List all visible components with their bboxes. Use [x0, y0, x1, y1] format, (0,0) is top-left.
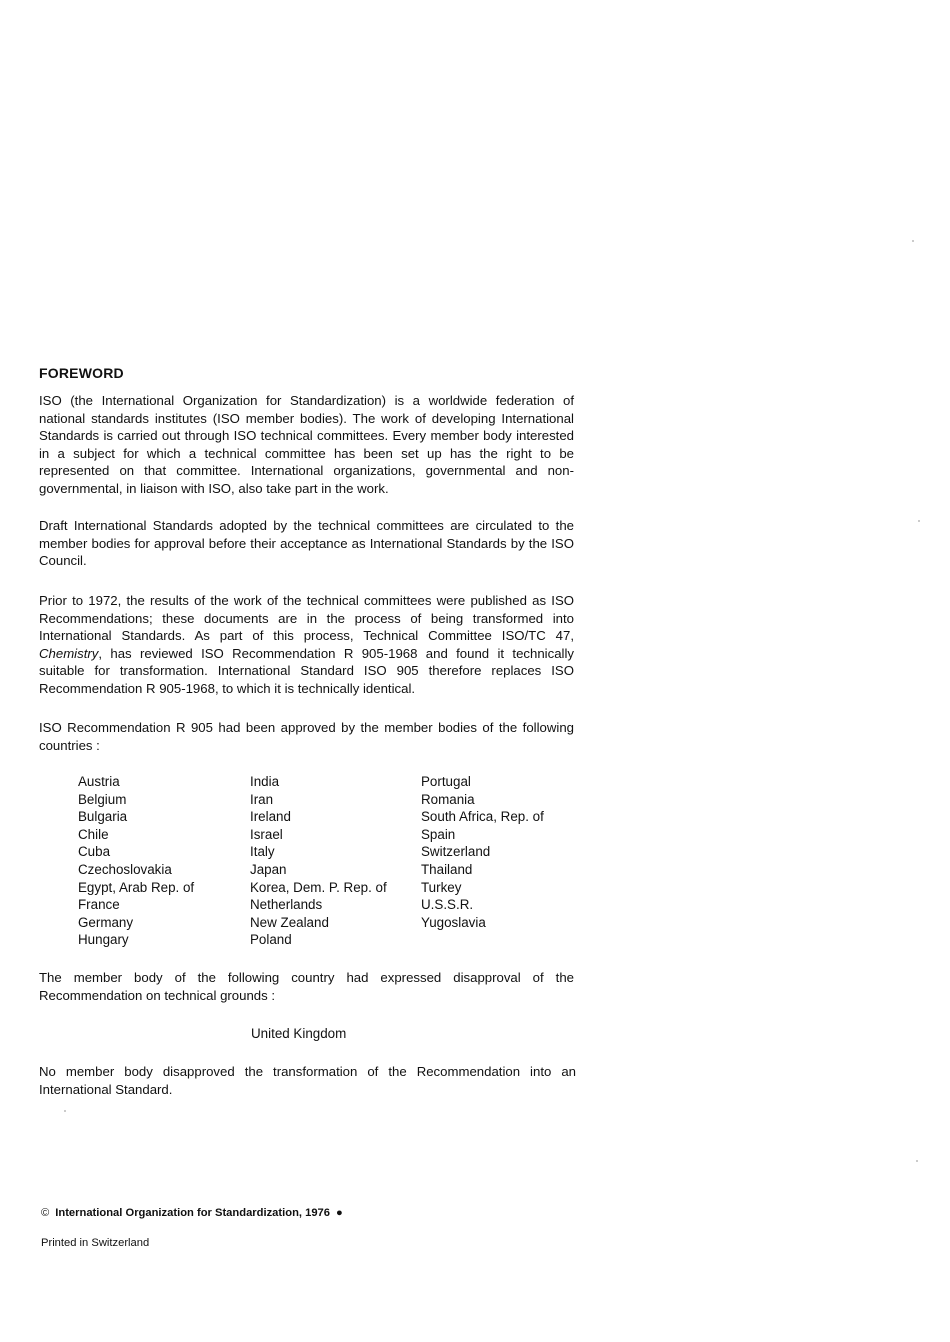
scan-speck: [912, 240, 914, 242]
paragraph-history-part2: , has reviewed ISO Recommendation R 905-1968 and found it technically suitable for transformation. International Standard ISO 905 therefore replaces ISO Recommendation R 905-1968, to which it is technically identical.: [39, 645, 574, 696]
country-item: Turkey: [421, 879, 462, 895]
foreword-heading: FOREWORD: [39, 365, 124, 381]
country-item: Ireland: [250, 809, 291, 825]
bullet-icon: ●: [336, 1207, 343, 1219]
country-item: Spain: [421, 826, 456, 842]
country-item: Chile: [78, 826, 109, 842]
country-item: Japan: [250, 861, 287, 877]
scan-speck: [64, 1110, 66, 1112]
copyright-text: International Organization for Standardization, 1976: [55, 1207, 331, 1219]
country-item: Germany: [78, 914, 134, 930]
country-item: Hungary: [78, 932, 129, 948]
country-item: Thailand: [421, 861, 473, 877]
country-item: U.S.S.R.: [421, 897, 474, 913]
country-list-column-3: [421, 773, 544, 931]
country-item: Italy: [250, 844, 275, 860]
country-item: Portugal: [421, 774, 471, 789]
country-item: Yugoslavia: [421, 914, 486, 930]
country-item: India: [250, 774, 280, 789]
copyright-line: [41, 1207, 343, 1219]
country-item: Bulgaria: [78, 809, 128, 825]
country-item: Romania: [421, 791, 475, 807]
disapproving-country: United Kingdom: [251, 1026, 347, 1041]
scan-speck: [916, 1160, 918, 1162]
paragraph-disapproval: The member body of the following country had expressed disapproval of the Recommendation on technical grounds :: [39, 970, 574, 1003]
country-item: Netherlands: [250, 897, 323, 913]
country-item: Iran: [250, 791, 274, 807]
country-item: Belgium: [78, 791, 127, 807]
paragraph-history: [39, 592, 574, 698]
paragraph-iso-intro: ISO (the International Organization for Standardization) is a worldwide federation of national standards institutes (ISO member bodies). The work of developing International Standards is carried out through ISO technical committees. Every member body interested in a subject for which a technical committee has been set up has the right to be represented on that committee. International organizations, governmental and non-governmental, in liaison with ISO, also take part in the work.: [39, 393, 574, 496]
country-item: Cuba: [78, 844, 111, 860]
country-item: France: [78, 897, 120, 913]
printed-location: Printed in Switzerland: [41, 1237, 150, 1249]
country-item: New Zealand: [250, 914, 329, 930]
copyright-icon: ©: [41, 1207, 50, 1219]
country-item: Switzerland: [421, 844, 491, 860]
country-item: Egypt, Arab Rep. of: [78, 879, 195, 895]
country-item: Czechoslovakia: [78, 861, 172, 877]
country-item: Korea, Dem. P. Rep. of: [250, 879, 387, 895]
country-list-column-1: [78, 773, 194, 949]
paragraph-draft-standards: Draft International Standards adopted by the technical committees are circulated to the member bodies for approval before their acceptance as International Standards by the ISO Council.: [39, 518, 574, 569]
country-item: Austria: [78, 774, 120, 789]
country-list-column-2: [250, 773, 387, 949]
country-item: South Africa, Rep. of: [421, 809, 544, 825]
paragraph-transformation: No member body disapproved the transformation of the Recommendation into an International Standard.: [39, 1064, 576, 1097]
scan-speck: [918, 520, 920, 522]
country-item: Israel: [250, 826, 283, 842]
country-item: Poland: [250, 932, 292, 948]
committee-name: Chemistry: [39, 645, 99, 661]
paragraph-history-part1: Prior to 1972, the results of the work of the technical committees were published as ISO Recommendations; these documents are in the process of being transformed into International Standards. As part of this process, Technical Committee ISO/TC 47,: [39, 593, 574, 644]
paragraph-approval: ISO Recommendation R 905 had been approved by the member bodies of the following countries :: [39, 720, 574, 753]
